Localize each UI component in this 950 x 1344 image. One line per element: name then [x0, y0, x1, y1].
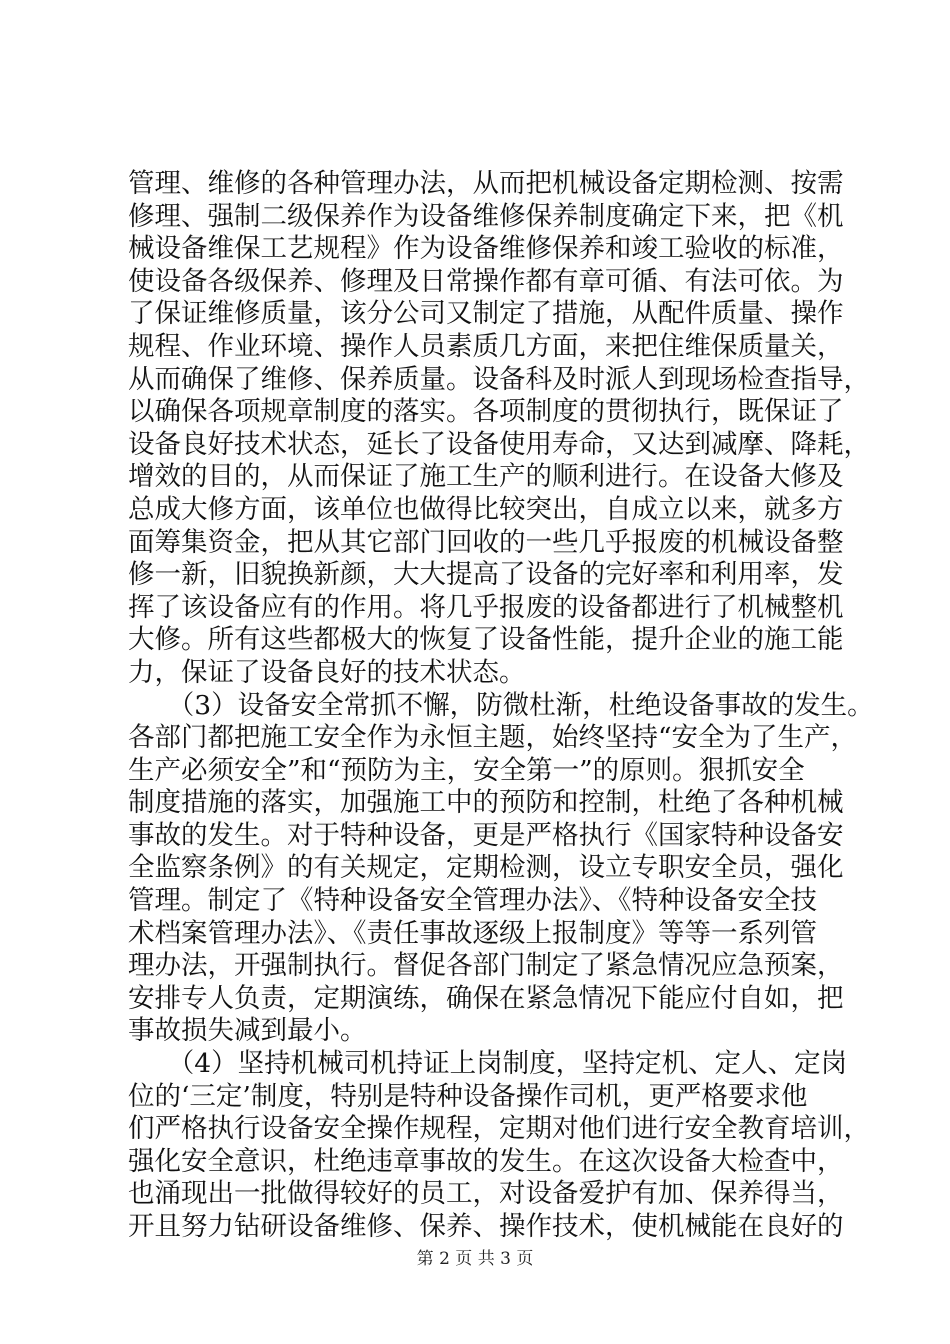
text-line: 规程、作业环境、操作人员素质几方面，来把住维保质量关， — [128, 330, 844, 362]
text-line: 修理、强制二级保养作为设备维修保养制度确定下来，把《机 — [128, 200, 844, 232]
text-line: 们严格执行设备安全操作规程，定期对他们进行安全教育培训， — [128, 1113, 870, 1145]
text-line: 理办法，开强制执行。督促各部门制定了紧急情况应急预案， — [128, 950, 844, 982]
paragraph-3 — [128, 1048, 870, 1244]
text-line: 挥了该设备应有的作用。将几乎报废的设备都进行了机械整机 — [128, 591, 844, 623]
text-line: 设备良好技术状态，延长了设备使用寿命，又达到减摩、降耗， — [128, 428, 870, 460]
text-line: 各部门都把施工安全作为永恒主题，始终坚持“安全为了生产， — [128, 722, 858, 754]
text-line: 生产必须安全”和“预防为主，安全第一”的原则。狠抓安全 — [128, 754, 805, 786]
document-body — [128, 168, 874, 1244]
page-footer — [0, 1244, 950, 1269]
text-line: 以确保各项规章制度的落实。各项制度的贯彻执行，既保证了 — [128, 396, 844, 428]
text-line: 使设备各级保养、修理及日常操作都有章可循、有法可依。为 — [128, 265, 844, 297]
text-line: 力，保证了设备良好的技术状态。 — [128, 656, 526, 688]
text-line: 事故损失减到最小。 — [128, 1015, 367, 1047]
text-line: 增效的目的，从而保证了施工生产的顺利进行。在设备大修及 — [128, 461, 844, 493]
text-line: 开且努力钻研设备维修、保养、操作技术，使机械能在良好的 — [128, 1211, 844, 1242]
text-line: 术档案管理办法》、《责任事故逐级上报制度》等等一系列管 — [128, 917, 817, 949]
page-number-label: 第 2 页 共 3 页 — [416, 1249, 534, 1269]
paragraph-2 — [128, 689, 874, 1049]
text-line: 大修。所有这些都极大的恢复了设备性能，提升企业的施工能 — [128, 624, 844, 656]
text-line: 全监察条例》的有关规定，定期检测，设立专职安全员，强化 — [128, 852, 844, 884]
text-line: 管理。制定了《特种设备安全管理办法》、《特种设备安全技 — [128, 885, 817, 917]
text-line: 总成大修方面，该单位也做得比较突出，自成立以来，就多方 — [128, 493, 844, 525]
text-line: 械设备维保工艺规程》作为设备维修保养和竣工验收的标准， — [128, 233, 844, 265]
paragraph-1 — [128, 168, 870, 690]
text-line: （4）坚持机械司机持证上岗制度，坚持定机、定人、定岗 — [128, 1048, 848, 1080]
text-line: 了保证维修质量，该分公司又制定了措施，从配件质量、操作 — [128, 298, 844, 330]
text-line: 位的‘三定’制度，特别是特种设备操作司机，更严格要求他 — [128, 1080, 808, 1112]
text-line: 从而确保了维修、保养质量。设备科及时派人到现场检查指导， — [128, 363, 870, 395]
text-line: 管理、维修的各种管理办法，从而把机械设备定期检测、按需 — [128, 168, 844, 199]
text-line: 修一新，旧貌换新颜，大大提高了设备的完好率和利用率，发 — [128, 559, 844, 591]
text-line: 强化安全意识，杜绝违章事故的发生。在这次设备大检查中， — [128, 1145, 844, 1177]
text-line: 事故的发生。对于特种设备，更是严格执行《国家特种设备安 — [128, 819, 844, 851]
text-line: 也涌现出一批做得较好的员工，对设备爱护有加、保养得当， — [128, 1178, 844, 1210]
text-line: 面筹集资金，把从其它部门回收的一些几乎报废的机械设备整 — [128, 526, 844, 558]
text-line: 安排专人负责，定期演练，确保在紧急情况下能应付自如，把 — [128, 982, 844, 1014]
text-line: （3）设备安全常抓不懈，防微杜渐，杜绝设备事故的发生。 — [128, 689, 874, 721]
text-line: 制度措施的落实，加强施工中的预防和控制，杜绝了各种机械 — [128, 787, 844, 819]
